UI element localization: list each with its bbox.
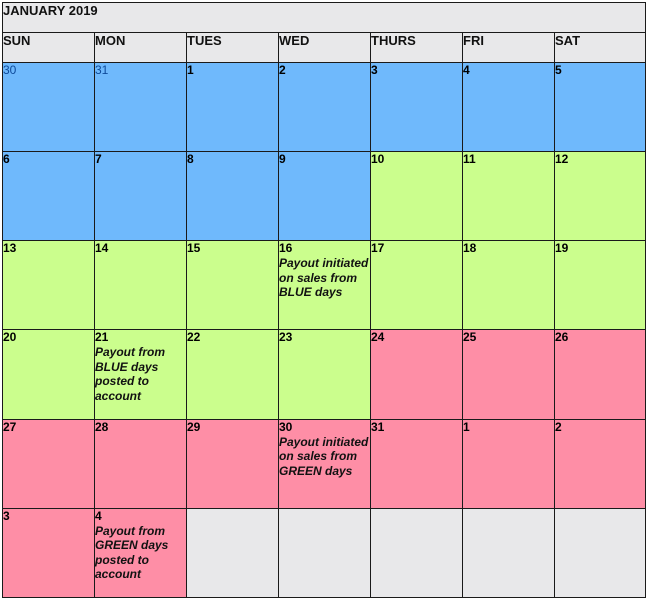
payout-note: Payout initiated on sales from BLUE days — [279, 256, 369, 300]
day-number: 19 — [555, 241, 569, 256]
day-cell — [3, 508, 95, 597]
week-row — [3, 241, 646, 330]
day-cell — [279, 152, 371, 241]
day-cell — [555, 63, 646, 152]
day-cell — [279, 330, 371, 419]
calendar-title-row — [3, 3, 646, 33]
day-number: 1 — [187, 63, 194, 77]
day-number: 23 — [279, 330, 293, 345]
day-cell — [371, 419, 463, 508]
payout-note: Payout initiated on sales from GREEN days — [279, 434, 369, 478]
day-number: 1 — [463, 419, 470, 434]
weekday-header-tues: TUES — [187, 33, 279, 63]
payout-note: Payout from GREEN days posted to account — [95, 523, 169, 582]
day-number: 12 — [555, 152, 569, 167]
day-number: 20 — [3, 330, 17, 345]
day-cell — [371, 330, 463, 419]
day-number: 24 — [371, 330, 385, 345]
day-cell — [3, 152, 95, 241]
weekday-header-sat: SAT — [555, 33, 646, 63]
day-number: 26 — [555, 330, 569, 345]
day-number: 16 — [279, 241, 293, 256]
day-cell — [463, 330, 555, 419]
day-cell — [95, 241, 187, 330]
day-cell — [3, 241, 95, 330]
day-number: 15 — [187, 241, 201, 256]
empty-day-cell — [187, 508, 279, 597]
day-cell — [371, 152, 463, 241]
weekday-header-thurs: THURS — [371, 33, 463, 63]
empty-day-cell — [463, 508, 555, 597]
day-cell — [187, 330, 279, 419]
day-cell — [279, 241, 371, 330]
week-row — [3, 63, 646, 152]
day-cell — [555, 330, 646, 419]
weekday-header-sun: SUN — [3, 33, 95, 63]
day-number: 13 — [3, 241, 17, 256]
day-cell — [187, 419, 279, 508]
day-number: 9 — [279, 152, 286, 167]
day-cell — [95, 419, 187, 508]
day-cell — [463, 419, 555, 508]
day-cell — [279, 419, 371, 508]
day-number: 3 — [371, 63, 378, 77]
day-number: 14 — [95, 241, 109, 256]
day-number: 7 — [95, 152, 102, 167]
day-cell — [95, 152, 187, 241]
day-number: 27 — [3, 419, 17, 434]
day-cell — [187, 63, 279, 152]
day-number: 22 — [187, 330, 201, 345]
day-number: 3 — [3, 508, 10, 523]
day-number: 10 — [371, 152, 385, 167]
day-number: 5 — [555, 63, 562, 77]
day-cell — [279, 63, 371, 152]
day-number: 28 — [95, 419, 109, 434]
week-row — [3, 152, 646, 241]
day-cell — [371, 241, 463, 330]
day-number: 21 — [95, 330, 109, 345]
week-row — [3, 419, 646, 508]
day-cell — [3, 330, 95, 419]
day-number: 2 — [555, 419, 562, 434]
day-cell — [371, 63, 463, 152]
day-number: 25 — [463, 330, 477, 345]
day-cell — [555, 152, 646, 241]
weekday-header-mon: MON — [95, 33, 187, 63]
day-cell — [463, 241, 555, 330]
empty-day-cell — [279, 508, 371, 597]
day-cell — [555, 419, 646, 508]
day-number: 4 — [463, 63, 470, 77]
day-cell — [555, 241, 646, 330]
day-cell — [3, 63, 95, 152]
day-number: 17 — [371, 241, 385, 256]
day-cell — [95, 330, 187, 419]
calendar-table — [2, 2, 646, 598]
day-cell — [95, 508, 187, 597]
day-cell — [187, 241, 279, 330]
empty-day-cell — [555, 508, 646, 597]
day-number: 8 — [187, 152, 194, 167]
day-cell — [3, 419, 95, 508]
day-number: 30 — [3, 63, 17, 77]
day-number: 4 — [95, 508, 102, 523]
empty-day-cell — [371, 508, 463, 597]
day-cell — [187, 152, 279, 241]
calendar-body — [3, 63, 646, 598]
day-number: 2 — [279, 63, 286, 77]
week-row — [3, 508, 646, 597]
day-cell — [463, 63, 555, 152]
weekday-header-wed: WED — [279, 33, 371, 63]
day-cell — [95, 63, 187, 152]
day-cell — [463, 152, 555, 241]
day-number: 18 — [463, 241, 477, 256]
payout-note: Payout from BLUE days posted to account — [95, 345, 166, 403]
weekday-header-fri: FRI — [463, 33, 555, 63]
day-number: 31 — [95, 63, 109, 77]
day-number: 11 — [463, 152, 476, 167]
day-number: 29 — [187, 419, 201, 434]
weekday-header-row — [3, 33, 646, 63]
calendar-title: JANUARY 2019 — [3, 3, 646, 33]
week-row — [3, 330, 646, 419]
day-number: 31 — [371, 419, 385, 434]
day-number: 6 — [3, 152, 10, 167]
day-number: 30 — [279, 419, 293, 434]
